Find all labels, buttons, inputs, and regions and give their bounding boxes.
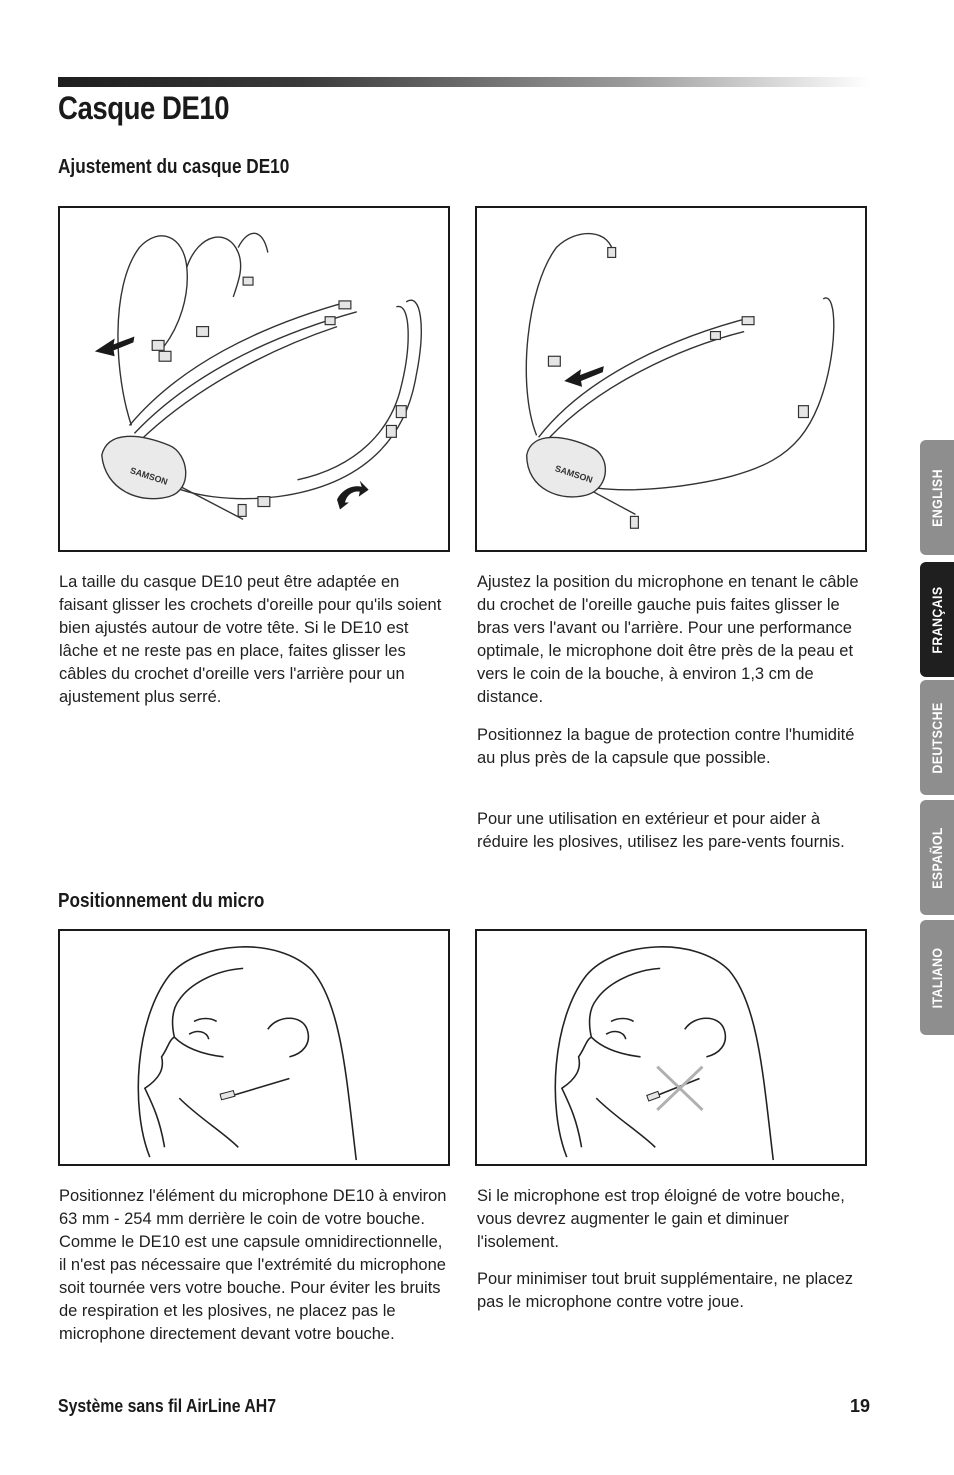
tab-italiano[interactable] bbox=[920, 920, 954, 1035]
paragraph-fit-right-3: Pour une utilisation en extérieur et pour aider à réduire les plosives, utilisez les pare-vents fournis. bbox=[477, 810, 845, 851]
paragraph-fit-right-1: Ajustez la position du microphone en tenant le câble du crochet de l'oreille gauche puis faites glisser le bras vers l'avant ou l'arrière. Pour une performance optimale, le microphone doit être près de la peau et vers le coin de la bouche, à environ 1,3 cm de distance. bbox=[477, 573, 859, 706]
page-title: Casque DE10 bbox=[58, 90, 230, 126]
brand-label-2: SAMSON bbox=[553, 463, 594, 485]
figure-headset-boom-adjust bbox=[475, 206, 867, 552]
mic-capsule-shape-2 bbox=[647, 1091, 660, 1101]
tab-label: ESPAÑOL bbox=[929, 826, 945, 889]
figure-headset-earhook-adjust bbox=[58, 206, 450, 552]
figure-mic-position-wrong bbox=[475, 929, 867, 1166]
paragraph-fit-right-2: Positionnez la bague de protection contre l'humidité au plus près de la capsule que possible. bbox=[477, 726, 855, 767]
mic-capsule-shape bbox=[220, 1091, 235, 1100]
headset-illustration bbox=[60, 208, 448, 550]
tab-deutsche[interactable] bbox=[920, 680, 954, 795]
tab-espanol[interactable] bbox=[920, 800, 954, 915]
tab-francais[interactable] bbox=[920, 562, 954, 677]
tab-label: ENGLISH bbox=[929, 468, 945, 527]
face-illustration bbox=[60, 931, 448, 1164]
paragraph-mic-right-2: Pour minimiser tout bruit supplémentaire, ne placez pas le microphone contre votre joue. bbox=[477, 1270, 854, 1311]
wrong-x-icon bbox=[657, 1067, 702, 1110]
paragraph-mic-left: Positionnez l'élément du microphone DE10 à environ 63 mm - 254 mm derrière le coin de votre bouche. Comme le DE10 est une capsule omnidirectionnelle, il n'est pas nécessaire que l'extrémité du microphone soit tournée vers votre bouche. Pour éviter les bruits de respiration et les plosives, ne placez pas le microphone directement devant votre bouche. bbox=[59, 1187, 447, 1343]
section-title-fit: Ajustement du casque DE10 bbox=[58, 156, 290, 178]
bodypack-shape bbox=[102, 436, 186, 498]
header-rule bbox=[58, 77, 870, 87]
section-title-mic: Positionnement du micro bbox=[58, 890, 265, 912]
arrow-left-icon bbox=[95, 336, 135, 356]
paragraph-mic-right-1: Si le microphone est trop éloigné de votre bouche, vous devrez augmenter le gain et diminuer l'isolement. bbox=[477, 1187, 845, 1251]
tab-label: ITALIANO bbox=[929, 947, 945, 1008]
paragraph-fit-left: La taille du casque DE10 peut être adaptée en faisant glisser les crochets d'oreille pour qu'ils soient bien ajustés autour de votre tête. Si le DE10 est lâche et ne reste pas en place, faites glisser les câbles du crochet d'oreille vers l'arrière pour un ajustement plus serré. bbox=[59, 573, 442, 706]
face-illustration-2 bbox=[477, 931, 865, 1164]
tab-label: DEUTSCHE bbox=[929, 701, 945, 774]
tab-english[interactable] bbox=[920, 440, 954, 555]
brand-label-1: SAMSON bbox=[128, 465, 169, 487]
tab-label: FRANÇAIS bbox=[929, 585, 945, 654]
footer-product: Système sans fil AirLine AH7 bbox=[58, 1396, 277, 1416]
page-number: 19 bbox=[849, 1396, 870, 1416]
arrow-curved-icon bbox=[337, 481, 369, 510]
figure-mic-position-correct bbox=[58, 929, 450, 1166]
headset-illustration-2 bbox=[477, 208, 865, 550]
